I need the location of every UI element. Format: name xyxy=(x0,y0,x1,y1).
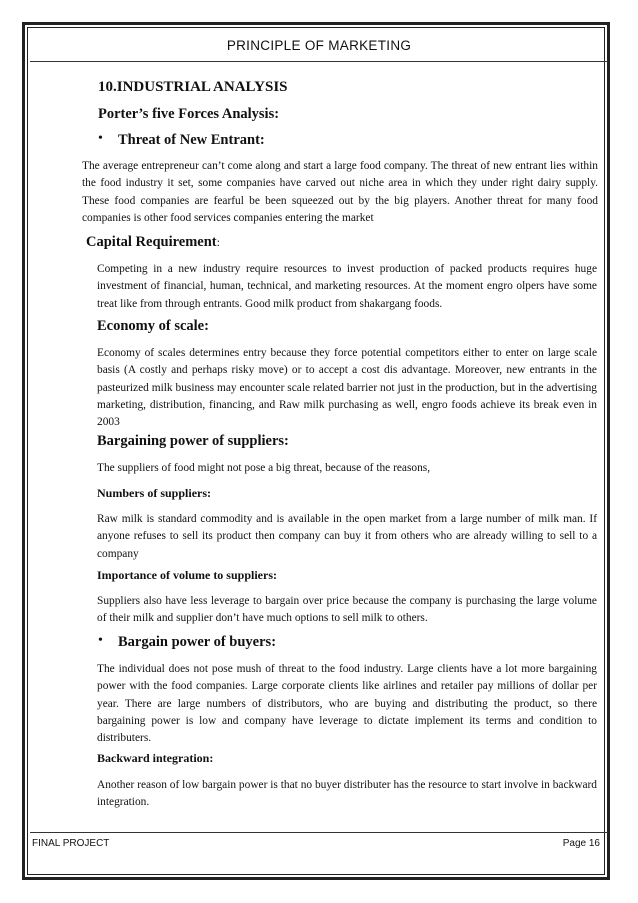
section-title: 10.INDUSTRIAL ANALYSIS xyxy=(98,79,288,95)
page-border-inner xyxy=(27,27,605,875)
economy-heading: Economy of scale: xyxy=(97,318,209,334)
capital-heading xyxy=(86,234,220,251)
section-subtitle: Porter’s five Forces Analysis: xyxy=(98,106,280,122)
numbers-of-suppliers-heading: Numbers of suppliers: xyxy=(97,486,212,500)
backward-integration-paragraph: Another reason of low bargain power is that no buyer distributer has the resource to start involve in backward integration. xyxy=(97,779,597,809)
numbers-of-suppliers-paragraph: Raw milk is standard commodity and is available in the open market from a large number of milk man. If anyone refuses to sell its product then company can buy it from others who are already willing to sell to a company xyxy=(97,513,597,560)
suppliers-heading: Bargaining power of suppliers: xyxy=(97,433,289,449)
header-divider xyxy=(30,61,608,62)
capital-paragraph: Competing in a new industry require resources to invest production of packed products requires huge investment of financial, human, technical, and marketing resources. At the moment engro olpers have some treat like from through entrants. Good milk product from shakargang foods. xyxy=(97,263,597,310)
threat-paragraph: The average entrepreneur can’t come along and start a large food company. The threat of new entrant lies within the food industry it set, some companies have carved out niche area in which they under right dairy supply. These food companies are fearful be been squeezed out by the big players. Another threat for many food companies is other food services companies entering the market xyxy=(82,160,598,224)
bullet-icon: • xyxy=(98,131,103,146)
buyers-paragraph: The individual does not pose mush of threat to the food industry. Large clients have a lot more bargaining power with the food companies. Large corporate clients like airlines and retailer pay millions of dollar per year. There are large numbers of distributors, who are buying and distributing the product, so there bargaining power is low and company have leverage to dictate implement its terms and condition to distributers. xyxy=(97,663,597,745)
capital-heading-colon: : xyxy=(216,235,220,249)
buyers-heading: Bargain power of buyers: xyxy=(118,634,277,650)
volume-heading: Importance of volume to suppliers: xyxy=(97,568,277,582)
suppliers-intro: The suppliers of food might not pose a big threat, because of the reasons, xyxy=(97,462,431,474)
economy-paragraph: Economy of scales determines entry because they force potential competitors either to enter on large scale basis (A costly and perhaps risky move) or to accept a cost dis advantage. Moreover, new entrants in the pasteurized milk business may encounter scale related barrier not just in the production, but in the advertising marketing, distribution, financing, and Raw milk purchasing as well, engro foods achieve its break even in 2003 xyxy=(97,347,597,429)
capital-heading-text: Capital Requirement xyxy=(86,234,217,250)
footer-page-number: Page 16 xyxy=(562,838,600,849)
volume-paragraph: Suppliers also have less leverage to bargain over price because the company is purchasing the large volume of their milk and supplier don’t have much options to sell milk to others. xyxy=(97,595,597,625)
footer-divider xyxy=(30,832,608,833)
bullet-icon: • xyxy=(98,633,103,648)
footer-project-label: FINAL PROJECT xyxy=(32,838,110,849)
page-header: PRINCIPLE OF MARKETING xyxy=(226,38,412,53)
threat-heading: Threat of New Entrant: xyxy=(118,132,265,148)
backward-integration-heading: Backward integration: xyxy=(97,751,214,765)
